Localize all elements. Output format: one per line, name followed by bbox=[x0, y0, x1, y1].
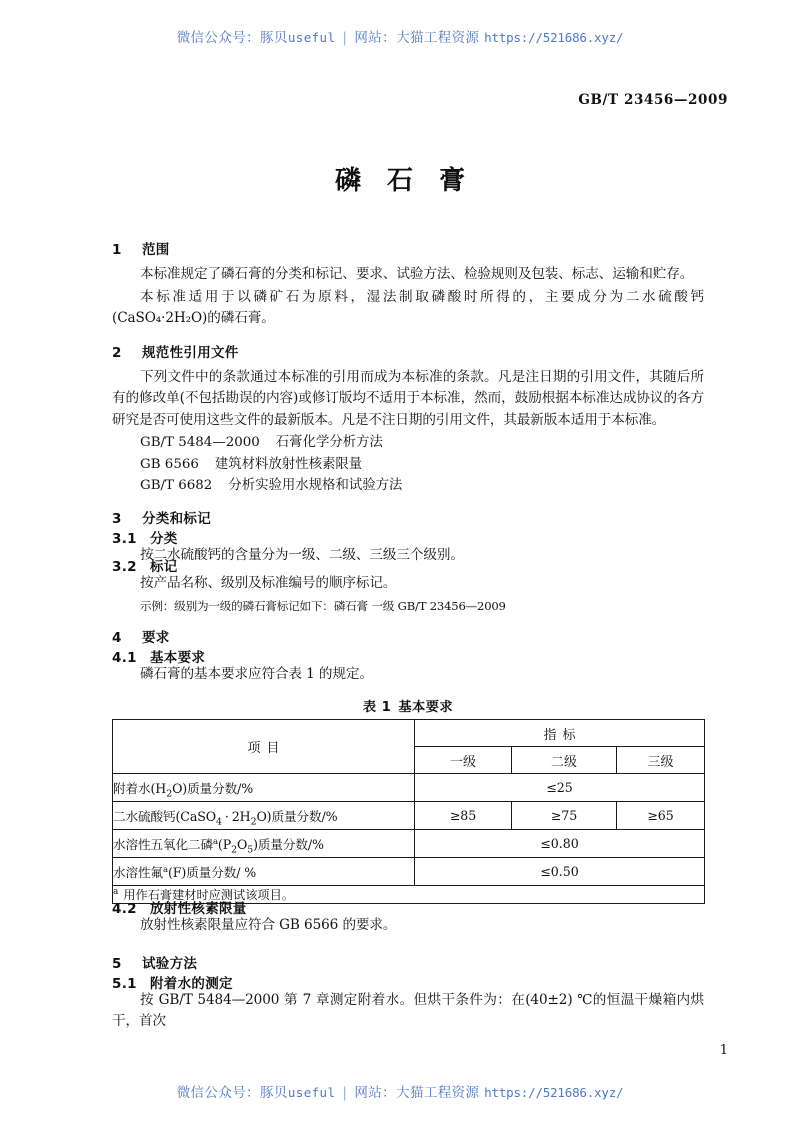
watermark-site-label: 网站： bbox=[354, 30, 397, 46]
table-1-caption-title: 基本要求 bbox=[398, 700, 454, 715]
watermark-site-label: 网站： bbox=[354, 1085, 397, 1101]
watermark-wechat-name-cn: 豚贝 bbox=[260, 1085, 288, 1101]
table-cell-value-1: ≤25 bbox=[415, 774, 705, 802]
table-cell-value-2-grade-2: ≥75 bbox=[512, 802, 617, 830]
watermark-separator: | bbox=[342, 30, 348, 46]
clause-title-5-1: 附着水的测定 bbox=[150, 975, 233, 992]
watermark-bottom bbox=[0, 1081, 800, 1101]
table-cell-value-3: ≤0.80 bbox=[415, 830, 705, 858]
watermark-wechat-name-latin: useful bbox=[287, 1085, 336, 1100]
table-header-grade-3: 三级 bbox=[617, 747, 705, 774]
watermark-wechat-label: 微信公众号： bbox=[176, 30, 261, 46]
watermark-wechat-name-cn: 豚贝 bbox=[260, 30, 288, 46]
table-row bbox=[113, 774, 705, 802]
clause-number-3: 3 bbox=[112, 510, 122, 527]
clause-title-3: 分类和标记 bbox=[142, 510, 211, 527]
table-cell-value-4: ≤0.50 bbox=[415, 858, 705, 886]
clause-1-paragraph-2: 本标准适用于以磷矿石为原料，湿法制取磷酸时所得的，主要成分为二水硫酸钙(CaSO₄·2H₂O)的磷石膏。 bbox=[112, 288, 704, 326]
clause-number-4: 4 bbox=[112, 629, 122, 646]
table-cell-item-2: 二水硫酸钙(CaSO$_4$ · $2H_2O$)质量分数/% bbox=[113, 802, 415, 830]
clause-title-2: 规范性引用文件 bbox=[142, 344, 239, 361]
clause-heading-1 bbox=[112, 238, 704, 258]
table-cell-value-2-grade-1: ≥85 bbox=[415, 802, 512, 830]
reference-code-1: GB/T 5484—2000 bbox=[140, 435, 260, 450]
clause-heading-4 bbox=[112, 626, 704, 646]
table-basic-requirements bbox=[112, 719, 705, 904]
reference-code-2: GB 6566 bbox=[140, 456, 199, 472]
page-number: 1 bbox=[719, 1043, 728, 1058]
standard-number: GB/T 23456—2009 bbox=[578, 92, 728, 108]
table-header-item: 项目 bbox=[113, 720, 415, 774]
watermark-separator: | bbox=[342, 1085, 348, 1101]
table-1-caption bbox=[112, 696, 704, 715]
table-header-index: 指标 bbox=[415, 720, 705, 747]
watermark-site-name: 大猫工程资源 bbox=[396, 30, 480, 46]
clause-title-4-2: 放射性核素限量 bbox=[150, 901, 247, 917]
watermark-wechat-name-latin: useful bbox=[287, 30, 336, 45]
normative-reference-3 bbox=[112, 475, 704, 497]
reference-title-3: 分析实验用水规格和试验方法 bbox=[228, 478, 403, 493]
clause-3-2-example: 示例：级别为一级的磷石膏标记如下：磷石膏 一级 GB/T 23456—2009 bbox=[140, 598, 506, 613]
clause-3-1-paragraph-1: 按二水硫酸钙的含量分为一级、二级、三级三个级别。 bbox=[140, 546, 464, 563]
normative-reference-2 bbox=[112, 454, 704, 476]
clause-heading-2 bbox=[112, 341, 704, 361]
watermark-url: https://521686.xyz/ bbox=[484, 30, 624, 45]
table-footnote-marker: a bbox=[113, 886, 119, 897]
clause-number-2: 2 bbox=[112, 344, 122, 361]
watermark-wechat-label: 微信公众号： bbox=[176, 1085, 261, 1101]
table-cell-item-1: 附着水$(H_2O)$质量分数/% bbox=[113, 774, 415, 802]
table-1-caption-label: 表 1 bbox=[362, 700, 392, 715]
reference-title-2: 建筑材料放射性核素限量 bbox=[214, 456, 363, 472]
table-header-row-1 bbox=[113, 720, 705, 747]
page-title: 磷石膏 bbox=[334, 166, 491, 196]
watermark-url: https://521686.xyz/ bbox=[484, 1085, 624, 1100]
clause-title-4-1: 基本要求 bbox=[150, 649, 206, 666]
table-cell-item-3: 水溶性五氧化二磷$^a(P_2O_5)$质量分数/% bbox=[113, 830, 415, 858]
watermark-top bbox=[0, 26, 800, 46]
clause-4-1-paragraph-1: 磷石膏的基本要求应符合表 1 的规定。 bbox=[140, 665, 373, 682]
table-header-grade-1: 一级 bbox=[415, 747, 512, 774]
table-header-grade-2: 二级 bbox=[512, 747, 617, 774]
clause-title-5: 试验方法 bbox=[142, 955, 198, 972]
watermark-site-name: 大猫工程资源 bbox=[396, 1085, 480, 1101]
clause-1-paragraph-1: 本标准规定了磷石膏的分类和标记、要求、试验方法、检验规则及包装、标志、运输和贮存。 bbox=[140, 266, 694, 282]
reference-title-1: 石膏化学分析方法 bbox=[275, 435, 383, 450]
clause-number-1: 1 bbox=[112, 242, 122, 258]
table-row bbox=[113, 858, 705, 886]
clause-4-2-paragraph-1: 放射性核素限量应符合 GB 6566 的要求。 bbox=[140, 917, 397, 933]
clause-number-5: 5 bbox=[112, 955, 122, 972]
clause-3-2-paragraph-1: 按产品名称、级别及标准编号的顺序标记。 bbox=[140, 575, 397, 591]
clause-title-3-1: 分类 bbox=[150, 530, 178, 547]
clause-heading-5 bbox=[112, 952, 704, 972]
table-cell-item-4: 水溶性氟$^a$(F)质量分数/ % bbox=[113, 858, 415, 886]
clause-title-4: 要求 bbox=[142, 629, 170, 646]
clause-title-1: 范围 bbox=[142, 242, 170, 258]
normative-reference-1 bbox=[112, 432, 704, 454]
reference-code-3: GB/T 6682 bbox=[140, 478, 213, 493]
clause-heading-3 bbox=[112, 507, 704, 527]
table-cell-value-2-grade-3: ≥65 bbox=[617, 802, 705, 830]
document-body: 1 范围 本标准规定了磷石膏的分类和标记、要求、试验方法、检验规则及包装、标志、运输和贮存。 本标准适用于以磷矿石为原料，湿法制取磷酸时所得的，主要成分为二水硫酸钙(CaSO₄·2H₂O)的磷石膏。 2 规范性引用文件 下列文件中的条款通过本标准的引用而成为本标准的条款。凡是注日期的引用文件，其随后所有的修改单(不包括勘误的内容)或修订版均不适用于本标准，然而，鼓励根据本标准达成协议的各方研究是否可使用这些文件的最新版本。凡是不注日期的引用文件，其最新版本适用于本标准。 GB/T 5484—2000 石膏化学分析方法 GB 6566 建筑材料放射性核素限量 GB/T 6682 分析实验用水规格和试验方法 3 分类和标记 3.1 分类 按二水硫酸钙的含量分为一级、二级、三级三个级别。 3.2 标记 按产品名称、级别及标准编号的顺序标记。 示例：级别为一级的磷石膏标记如下：磷石膏 一级 GB/T 23456—2009 4 要求 4.1 基本要求 磷石膏的基本要求应符合表 1 的规定。 表 1 基本要求 项目 指标 一级 二级 三级 附着水$(H_2O)$质量分数/% ≤25 二水硫酸钙(CaSO$_4$ · $2H_2O$)质量分数/% ≥85 ≥75 ≥65 水溶性五氧化二磷$^a(P_2O_5)$质量分数/% ≤0.80 水溶性氟$^a$(F)质量分数/ % ≤0.50 $^a$ 用作石膏建材时应测试该项目。 4.2 放射性核素限量 放射性核素限量应符合 GB 6566 的要求。 5 试验方法 5.1 附着水的测定 按 GB/T 5484—2000 第 7 章测定附着水。但烘干条件为：在(40±2) ℃的恒温干燥箱内烘干，首次 bbox=[112, 238, 704, 1034]
clause-5-1-paragraph-1: 按 GB/T 5484—2000 第 7 章测定附着水。但烘干条件为：在(40±2) ℃的恒温干燥箱内烘干，首次 bbox=[112, 991, 704, 1029]
clause-title-3-2: 标记 bbox=[150, 559, 178, 575]
clause-2-paragraph-1: 下列文件中的条款通过本标准的引用而成为本标准的条款。凡是注日期的引用文件，其随后所有的修改单(不包括勘误的内容)或修订版均不适用于本标准，然而，鼓励根据本标准达成协议的各方研究是否可使用这些文件的最新版本。凡是不注日期的引用文件，其最新版本适用于本标准。 bbox=[112, 368, 704, 428]
table-footnote-text: 用作石膏建材时应测试该项目。 bbox=[123, 888, 294, 902]
table-row bbox=[113, 830, 705, 858]
table-row bbox=[113, 802, 705, 830]
